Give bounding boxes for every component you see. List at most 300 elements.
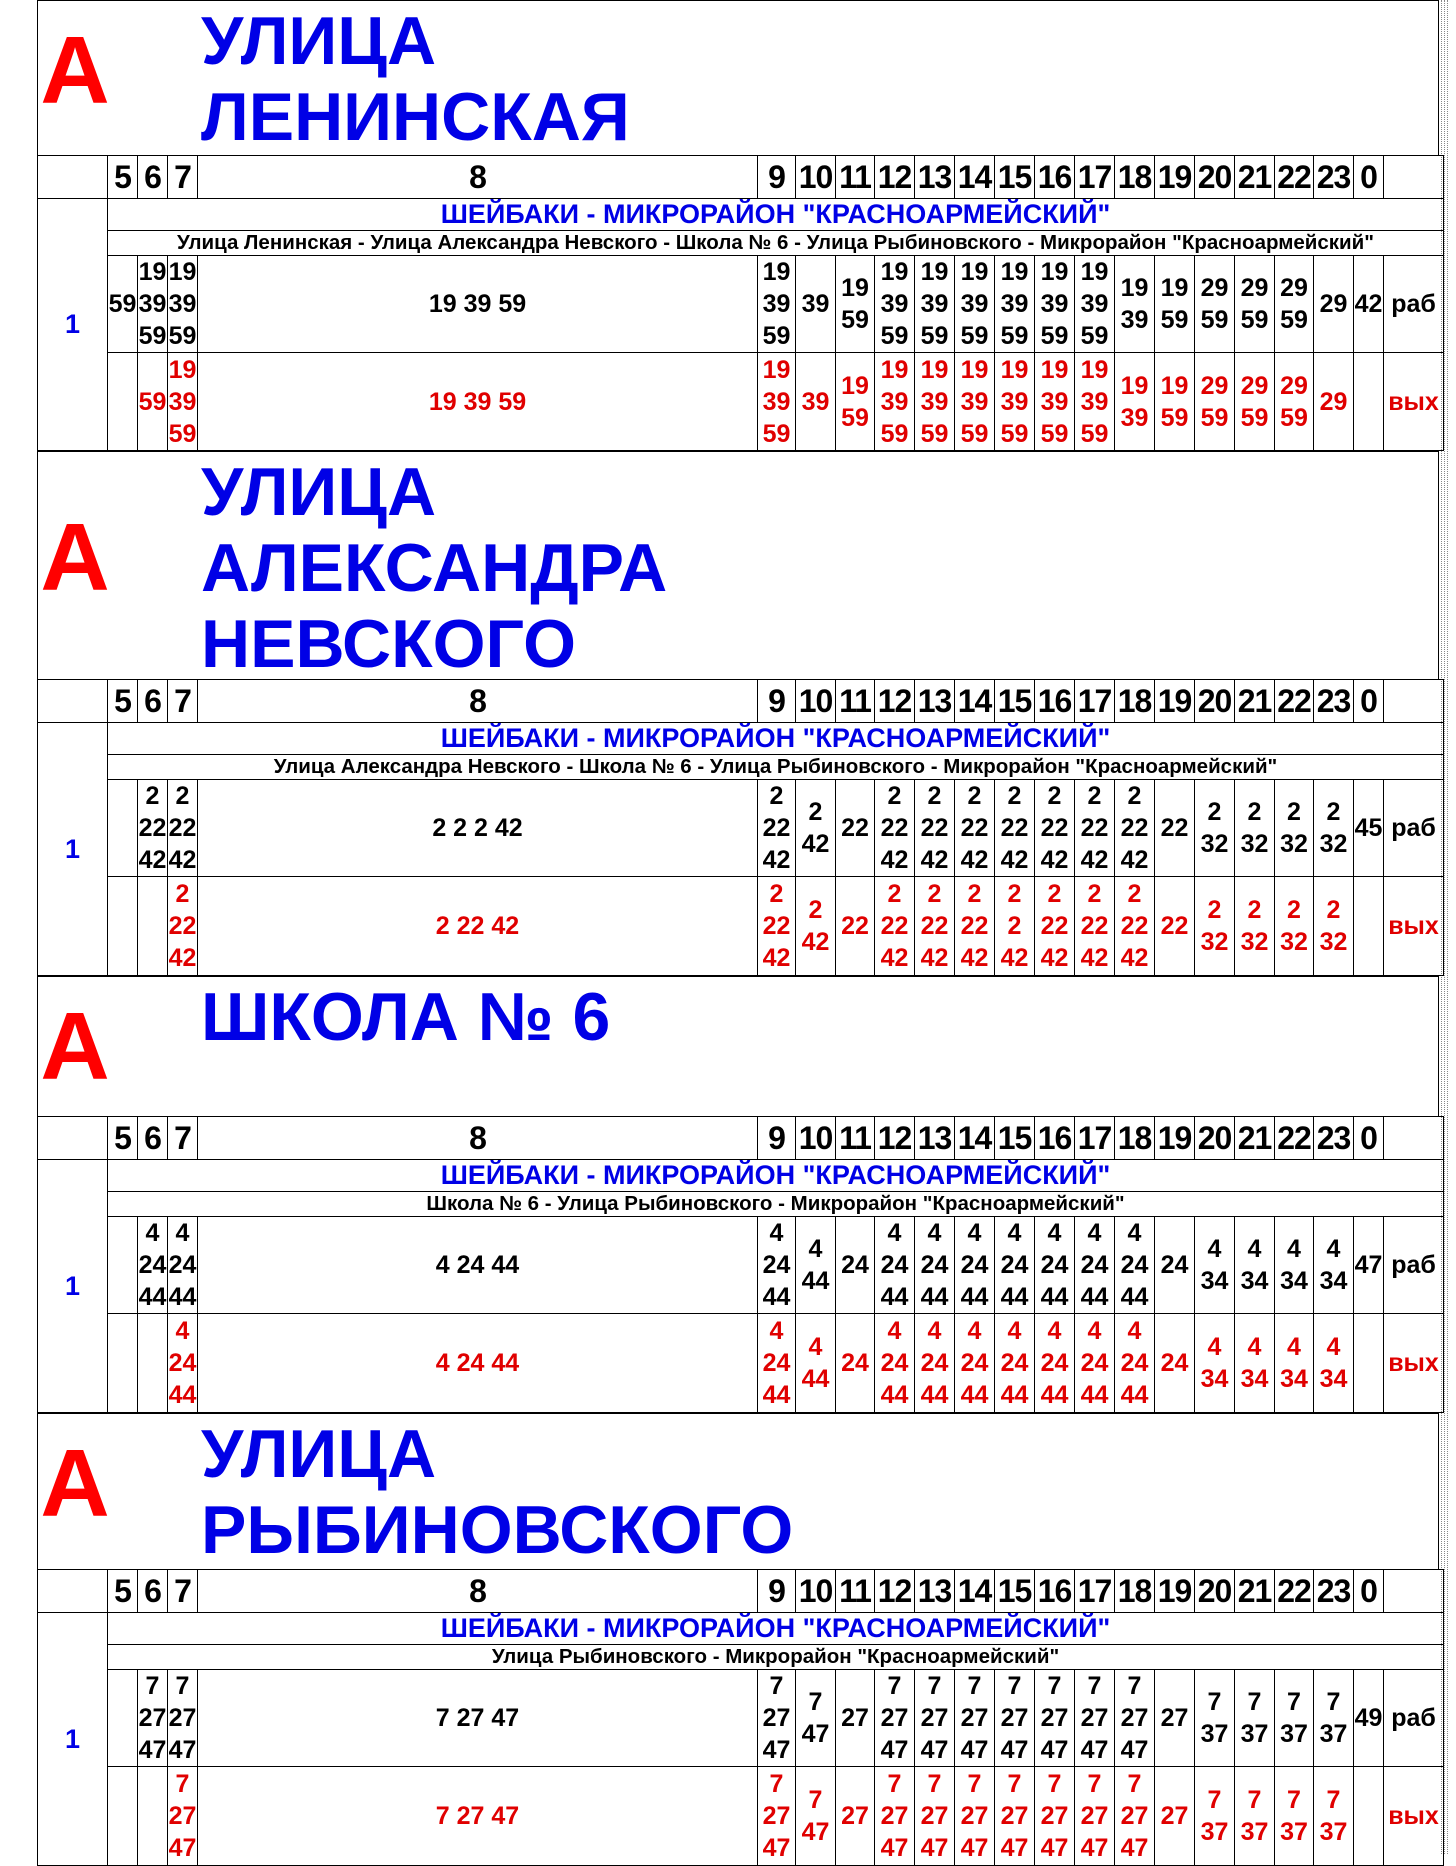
departure-minute: 24 — [762, 1251, 791, 1279]
departure-minute: 44 — [1120, 1381, 1149, 1409]
hour-header: 16 — [1035, 1117, 1075, 1160]
departure-minute: 7 — [1207, 1786, 1222, 1814]
departure-minute: 59 — [1160, 306, 1189, 334]
timetable — [37, 1569, 1444, 1866]
departure-cell — [198, 353, 758, 451]
hour-header: 0 — [1354, 680, 1384, 723]
departure-cell — [796, 256, 836, 353]
departure-minute: 44 — [960, 1283, 989, 1311]
departure-minute: 22 — [762, 814, 791, 842]
hour-header: 13 — [915, 1117, 955, 1160]
departure-cell — [1275, 877, 1314, 976]
departure-cell — [758, 1767, 796, 1866]
hour-header: 18 — [1115, 1570, 1155, 1613]
departure-minute: 2 — [769, 782, 784, 810]
hour-header: 5 — [108, 680, 138, 723]
departure-minute: 24 — [168, 1349, 197, 1377]
departure-minute: 24 — [1040, 1349, 1069, 1377]
departure-cell — [758, 780, 796, 877]
departure-cell — [1075, 877, 1115, 976]
hour-header: 11 — [836, 680, 875, 723]
departure-minute: 24 — [960, 1349, 989, 1377]
departure-cell — [758, 1217, 796, 1314]
departure-minute: 19 — [1160, 274, 1189, 302]
departure-minute: 4 — [1127, 1219, 1142, 1247]
departure-cell — [1195, 1767, 1235, 1866]
hour-header: 5 — [108, 1570, 138, 1613]
departure-minute: 59 — [920, 322, 949, 350]
departure-cell — [108, 877, 138, 976]
departure-minute: 2 — [175, 880, 190, 908]
departure-minutes: 7 27 47 — [435, 1802, 520, 1830]
departure-cell — [758, 1314, 796, 1413]
departure-minutes: 4 24 44 — [435, 1251, 520, 1279]
day-type-label: вых — [1384, 1314, 1444, 1413]
hour-header: 14 — [955, 1570, 995, 1613]
departure-minute: 59 — [841, 403, 869, 432]
hour-header: 20 — [1195, 156, 1235, 199]
departure-minute: 37 — [1200, 1818, 1229, 1846]
departure-minute: 37 — [1280, 1720, 1308, 1748]
departure-minute: 59 — [762, 419, 791, 448]
departure-cell — [796, 1314, 836, 1413]
departure-minute: 39 — [168, 290, 197, 318]
departure-minute: 27 — [168, 1802, 197, 1830]
departure-cell — [138, 256, 168, 353]
departure-cell — [836, 1314, 875, 1413]
via-row — [38, 755, 1444, 780]
departure-minute: 4 — [1007, 1317, 1022, 1345]
departure-cell — [1155, 353, 1195, 451]
workday-row — [38, 780, 1444, 877]
hour-header: 7 — [168, 1117, 198, 1160]
departure-minute: 22 — [1160, 912, 1189, 940]
departure-minute: 27 — [138, 1704, 167, 1732]
departure-minute: 22 — [960, 912, 989, 940]
departure-cell — [1195, 256, 1235, 353]
departure-minute: 42 — [1000, 846, 1029, 874]
departure-cell — [1354, 353, 1384, 451]
departure-cell — [915, 1314, 955, 1413]
departure-minute: 39 — [880, 290, 909, 318]
departure-minute: 59 — [1240, 403, 1269, 432]
hour-header: 23 — [1314, 1117, 1354, 1160]
departure-minute: 47 — [880, 1736, 909, 1764]
hour-header: 15 — [995, 1570, 1035, 1613]
departure-minute: 7 — [927, 1672, 942, 1700]
departure-minute: 7 — [1326, 1688, 1341, 1716]
hour-header: 6 — [138, 1117, 168, 1160]
departure-minute: 59 — [1280, 306, 1308, 334]
departure-cell — [1115, 1767, 1155, 1866]
hour-header: 14 — [955, 156, 995, 199]
departure-cell — [1354, 1670, 1384, 1767]
departure-minutes: 2 2 2 42 — [432, 814, 523, 842]
departure-minute: 22 — [1040, 814, 1069, 842]
departure-minute: 22 — [960, 814, 989, 842]
departure-minute: 4 — [1287, 1235, 1301, 1263]
departure-cell — [796, 353, 836, 451]
departure-minute: 32 — [1240, 928, 1269, 956]
departure-minute: 7 — [769, 1770, 784, 1798]
departure-cell — [1235, 256, 1275, 353]
stop-type-letter: А — [40, 993, 110, 1100]
departure-minute: 7 — [769, 1672, 784, 1700]
departure-cell — [108, 1314, 138, 1413]
hour-header: 16 — [1035, 680, 1075, 723]
hour-header: 20 — [1195, 1570, 1235, 1613]
stop-name: УЛИЦА ЛЕНИНСКАЯ — [201, 3, 630, 155]
departure-minute: 4 — [927, 1317, 942, 1345]
departure-minute: 7 — [1247, 1786, 1262, 1814]
departure-minute: 47 — [920, 1834, 949, 1862]
stop-section — [37, 1413, 1439, 1866]
departure-minute: 4 — [1287, 1333, 1301, 1361]
stop-header — [37, 1413, 1439, 1569]
departure-cell — [1314, 877, 1354, 976]
departure-cell — [108, 1767, 138, 1866]
departure-minute: 19 — [880, 355, 909, 384]
departure-minute: 59 — [1040, 419, 1069, 448]
departure-cell — [168, 877, 198, 976]
departure-minute: 19 — [1000, 258, 1029, 286]
departure-minute: 27 — [1120, 1704, 1149, 1732]
departure-minute: 2 — [967, 880, 982, 908]
departure-minute: 7 — [887, 1672, 902, 1700]
departure-minute: 47 — [880, 1834, 909, 1862]
departure-minute: 19 — [1160, 371, 1189, 400]
route-stops-list: Улица Ленинская - Улица Александра Невского - Школа № 6 - Улица Рыбиновского - Микрорайон "Красноармейский" — [108, 231, 1444, 256]
departure-minute: 37 — [1280, 1818, 1308, 1846]
hour-header: 9 — [758, 1117, 796, 1160]
departure-minute: 24 — [960, 1251, 989, 1279]
departure-minute: 32 — [1319, 928, 1348, 956]
departure-minute: 42 — [1080, 846, 1109, 874]
stop-name: ШКОЛА № 6 — [201, 979, 611, 1055]
timetable — [37, 679, 1444, 976]
departure-minute: 24 — [920, 1251, 949, 1279]
departure-minute: 2 — [1207, 896, 1222, 924]
departure-minute: 2 — [927, 880, 942, 908]
departure-minute: 47 — [1000, 1834, 1029, 1862]
departure-minute: 32 — [1200, 830, 1229, 858]
departure-minute: 44 — [801, 1365, 830, 1393]
departure-cell — [1275, 1217, 1314, 1314]
departure-cell — [1314, 780, 1354, 877]
departure-cell — [1354, 256, 1384, 353]
departure-minute: 34 — [1200, 1267, 1229, 1295]
departure-cell — [1035, 1767, 1075, 1866]
departure-cell — [1075, 1670, 1115, 1767]
departure-minute: 59 — [1000, 322, 1029, 350]
departure-minute: 24 — [1160, 1251, 1189, 1279]
departure-minute: 47 — [762, 1736, 791, 1764]
route-stops-list: Улица Рыбиновского - Микрорайон "Красноармейский" — [108, 1645, 1444, 1670]
hour-header: 13 — [915, 680, 955, 723]
departure-minute: 44 — [1080, 1283, 1109, 1311]
departure-minute: 47 — [138, 1736, 167, 1764]
departure-minute: 2 — [1007, 880, 1022, 908]
departure-minute: 27 — [960, 1704, 989, 1732]
hour-header: 23 — [1314, 1570, 1354, 1613]
departure-cell — [836, 1670, 875, 1767]
departure-cell — [955, 256, 995, 353]
timetable — [37, 155, 1444, 451]
departure-minute: 42 — [880, 846, 909, 874]
departure-minute: 2 — [1127, 880, 1142, 908]
departure-minute: 7 — [145, 1672, 160, 1700]
departure-minute: 42 — [1354, 290, 1383, 318]
departure-minute: 39 — [1080, 387, 1109, 416]
departure-minute: 59 — [762, 322, 791, 350]
departure-minute: 7 — [927, 1770, 942, 1798]
departure-minute: 42 — [880, 944, 909, 972]
hour-header: 18 — [1115, 680, 1155, 723]
departure-cell — [1314, 353, 1354, 451]
departure-minute: 37 — [1240, 1818, 1269, 1846]
corner-cell — [38, 1117, 108, 1160]
departure-cell — [1195, 1314, 1235, 1413]
departure-minute: 2 — [1127, 782, 1142, 810]
departure-minute: 4 — [1127, 1317, 1142, 1345]
departure-minute: 42 — [1040, 846, 1069, 874]
departure-minute: 39 — [1040, 290, 1069, 318]
departure-cell — [875, 1670, 915, 1767]
hour-header: 7 — [168, 1570, 198, 1613]
departure-minute: 39 — [960, 387, 989, 416]
hour-header: 21 — [1235, 1117, 1275, 1160]
departure-minute: 19 — [762, 258, 791, 286]
departure-minute: 2 — [1247, 798, 1262, 826]
departure-minute: 2 — [1047, 880, 1062, 908]
departure-minute: 19 — [1040, 258, 1069, 286]
departure-minute: 47 — [801, 1720, 830, 1748]
departure-cell — [1275, 1767, 1314, 1866]
departure-cell — [168, 256, 198, 353]
departure-cell — [198, 256, 758, 353]
hour-header: 17 — [1075, 680, 1115, 723]
departure-minute: 27 — [1080, 1802, 1109, 1830]
hour-header: 19 — [1155, 156, 1195, 199]
departure-minute: 27 — [1160, 1704, 1189, 1732]
departure-minute: 59 — [108, 290, 137, 318]
direction-title: ШЕЙБАКИ - МИКРОРАЙОН "КРАСНОАРМЕЙСКИЙ" — [108, 1613, 1444, 1645]
departure-minute: 29 — [1319, 387, 1348, 416]
departure-minute: 47 — [920, 1736, 949, 1764]
hour-header: 12 — [875, 1570, 915, 1613]
departure-minute: 27 — [1000, 1704, 1029, 1732]
workday-row — [38, 1217, 1444, 1314]
departure-minute: 2 — [145, 782, 160, 810]
departure-minute: 37 — [1319, 1818, 1348, 1846]
departure-minutes: 19 39 59 — [428, 290, 527, 318]
departure-cell — [1115, 1314, 1155, 1413]
hour-header: 16 — [1035, 156, 1075, 199]
departure-minute: 19 — [920, 258, 949, 286]
departure-minute: 42 — [1000, 944, 1029, 972]
departure-cell — [915, 1670, 955, 1767]
departure-minute: 42 — [801, 928, 830, 956]
hour-header: 12 — [875, 680, 915, 723]
departure-cell — [955, 1314, 995, 1413]
departure-cell — [875, 353, 915, 451]
departure-cell — [108, 353, 138, 451]
departure-cell — [138, 1314, 168, 1413]
departure-minute: 22 — [168, 814, 197, 842]
departure-minute: 24 — [138, 1251, 167, 1279]
departure-minute: 29 — [1280, 274, 1308, 302]
departure-minute: 2 — [1087, 880, 1102, 908]
departure-cell — [1235, 1217, 1275, 1314]
departure-cell — [955, 1767, 995, 1866]
stop-section — [37, 976, 1439, 1413]
stop-type-letter: А — [40, 1430, 110, 1537]
departure-minute: 24 — [1160, 1349, 1189, 1377]
departure-minute: 24 — [1000, 1251, 1029, 1279]
departure-minute: 4 — [1007, 1219, 1022, 1247]
departure-minute: 2 — [769, 880, 784, 908]
hour-header: 8 — [198, 156, 758, 199]
departure-minute: 47 — [168, 1834, 197, 1862]
departure-cell — [995, 256, 1035, 353]
hour-header: 6 — [138, 680, 168, 723]
departure-minute: 34 — [1280, 1267, 1308, 1295]
departure-minute: 22 — [880, 912, 909, 940]
hour-header: 22 — [1275, 1570, 1314, 1613]
timetable-document — [37, 0, 1439, 1866]
departure-cell — [1354, 780, 1384, 877]
departure-cell — [1075, 1767, 1115, 1866]
departure-cell — [1195, 353, 1235, 451]
hour-header: 0 — [1354, 1117, 1384, 1160]
departure-minute: 59 — [1080, 419, 1109, 448]
hour-header: 22 — [1275, 680, 1314, 723]
departure-minute: 4 — [1326, 1235, 1341, 1263]
departure-minute: 19 — [168, 355, 197, 384]
hour-header: 14 — [955, 680, 995, 723]
hours-row — [38, 1570, 1444, 1613]
departure-minute: 59 — [960, 419, 989, 448]
departure-cell — [758, 1670, 796, 1767]
departure-minute: 29 — [1280, 371, 1308, 400]
departure-cell — [875, 780, 915, 877]
hour-header: 9 — [758, 680, 796, 723]
departure-minute: 7 — [1127, 1672, 1142, 1700]
departure-cell — [138, 780, 168, 877]
departure-minute: 44 — [880, 1283, 909, 1311]
departure-cell — [1155, 1217, 1195, 1314]
departure-cell — [1195, 780, 1235, 877]
departure-cell — [1275, 1314, 1314, 1413]
departure-minute: 7 — [1287, 1688, 1301, 1716]
departure-minute: 59 — [1160, 403, 1189, 432]
departure-minute: 4 — [1087, 1317, 1102, 1345]
departure-minute: 47 — [168, 1736, 197, 1764]
departure-minute: 45 — [1354, 814, 1383, 842]
departure-minute: 24 — [762, 1349, 791, 1377]
day-type-label: вых — [1384, 353, 1444, 451]
departure-cell — [1115, 353, 1155, 451]
hour-header: 15 — [995, 680, 1035, 723]
departure-minute: 42 — [1120, 846, 1149, 874]
departure-cell — [1035, 1314, 1075, 1413]
departure-minute: 7 — [1326, 1786, 1341, 1814]
departure-minute: 49 — [1354, 1704, 1383, 1732]
hour-header: 22 — [1275, 1117, 1314, 1160]
departure-minute: 39 — [1000, 290, 1029, 318]
departure-minute: 47 — [801, 1818, 830, 1846]
departure-minute: 22 — [138, 814, 167, 842]
hour-header: 18 — [1115, 1117, 1155, 1160]
day-header — [1384, 1117, 1444, 1160]
departure-cell — [1035, 780, 1075, 877]
departure-minute: 22 — [841, 912, 869, 940]
day-type-label: раб — [1384, 1670, 1444, 1767]
departure-minute: 47 — [1354, 1251, 1383, 1279]
departure-minute: 22 — [1080, 814, 1109, 842]
departure-cell — [138, 1670, 168, 1767]
departure-cell — [915, 780, 955, 877]
departure-minute: 4 — [887, 1317, 902, 1345]
departure-minute: 22 — [920, 814, 949, 842]
departure-cell — [1354, 1217, 1384, 1314]
departure-minute: 59 — [138, 387, 167, 416]
departure-cell — [875, 877, 915, 976]
departure-cell — [995, 1217, 1035, 1314]
hour-header: 19 — [1155, 680, 1195, 723]
departure-minute: 44 — [920, 1283, 949, 1311]
stop-name: УЛИЦА АЛЕКСАНДРА НЕВСКОГО — [201, 454, 668, 682]
departure-minute: 29 — [1200, 274, 1229, 302]
departure-minute: 27 — [1080, 1704, 1109, 1732]
hours-row — [38, 156, 1444, 199]
departure-cell — [796, 1767, 836, 1866]
departure-minute: 47 — [1040, 1736, 1069, 1764]
departure-cell — [1035, 1670, 1075, 1767]
departure-minute: 27 — [920, 1704, 949, 1732]
hour-header: 11 — [836, 1117, 875, 1160]
departure-minute: 22 — [1120, 912, 1149, 940]
departure-cell — [875, 256, 915, 353]
departure-minute: 44 — [762, 1381, 791, 1409]
departure-cell — [1314, 1670, 1354, 1767]
departure-cell — [1035, 1217, 1075, 1314]
departure-minute: 29 — [1240, 371, 1269, 400]
direction-title: ШЕЙБАКИ - МИКРОРАЙОН "КРАСНОАРМЕЙСКИЙ" — [108, 1160, 1444, 1192]
departure-minute: 19 — [762, 355, 791, 384]
departure-minute: 39 — [1040, 387, 1069, 416]
hour-header: 8 — [198, 680, 758, 723]
direction-row — [38, 199, 1444, 231]
departure-cell — [1354, 1314, 1384, 1413]
hour-header: 12 — [875, 1117, 915, 1160]
departure-cell — [995, 1767, 1035, 1866]
hours-row — [38, 680, 1444, 723]
departure-minute: 19 — [920, 355, 949, 384]
hour-header: 7 — [168, 680, 198, 723]
departure-cell — [796, 780, 836, 877]
day-type-label: раб — [1384, 256, 1444, 353]
departure-cell — [1235, 877, 1275, 976]
departure-cell — [796, 877, 836, 976]
departure-minute: 37 — [1240, 1720, 1269, 1748]
departure-cell — [836, 780, 875, 877]
departure-minute: 2 — [1247, 896, 1262, 924]
hour-header: 15 — [995, 156, 1035, 199]
departure-minute: 44 — [880, 1381, 909, 1409]
departure-minute: 4 — [145, 1219, 160, 1247]
departure-minute: 27 — [1160, 1802, 1189, 1830]
